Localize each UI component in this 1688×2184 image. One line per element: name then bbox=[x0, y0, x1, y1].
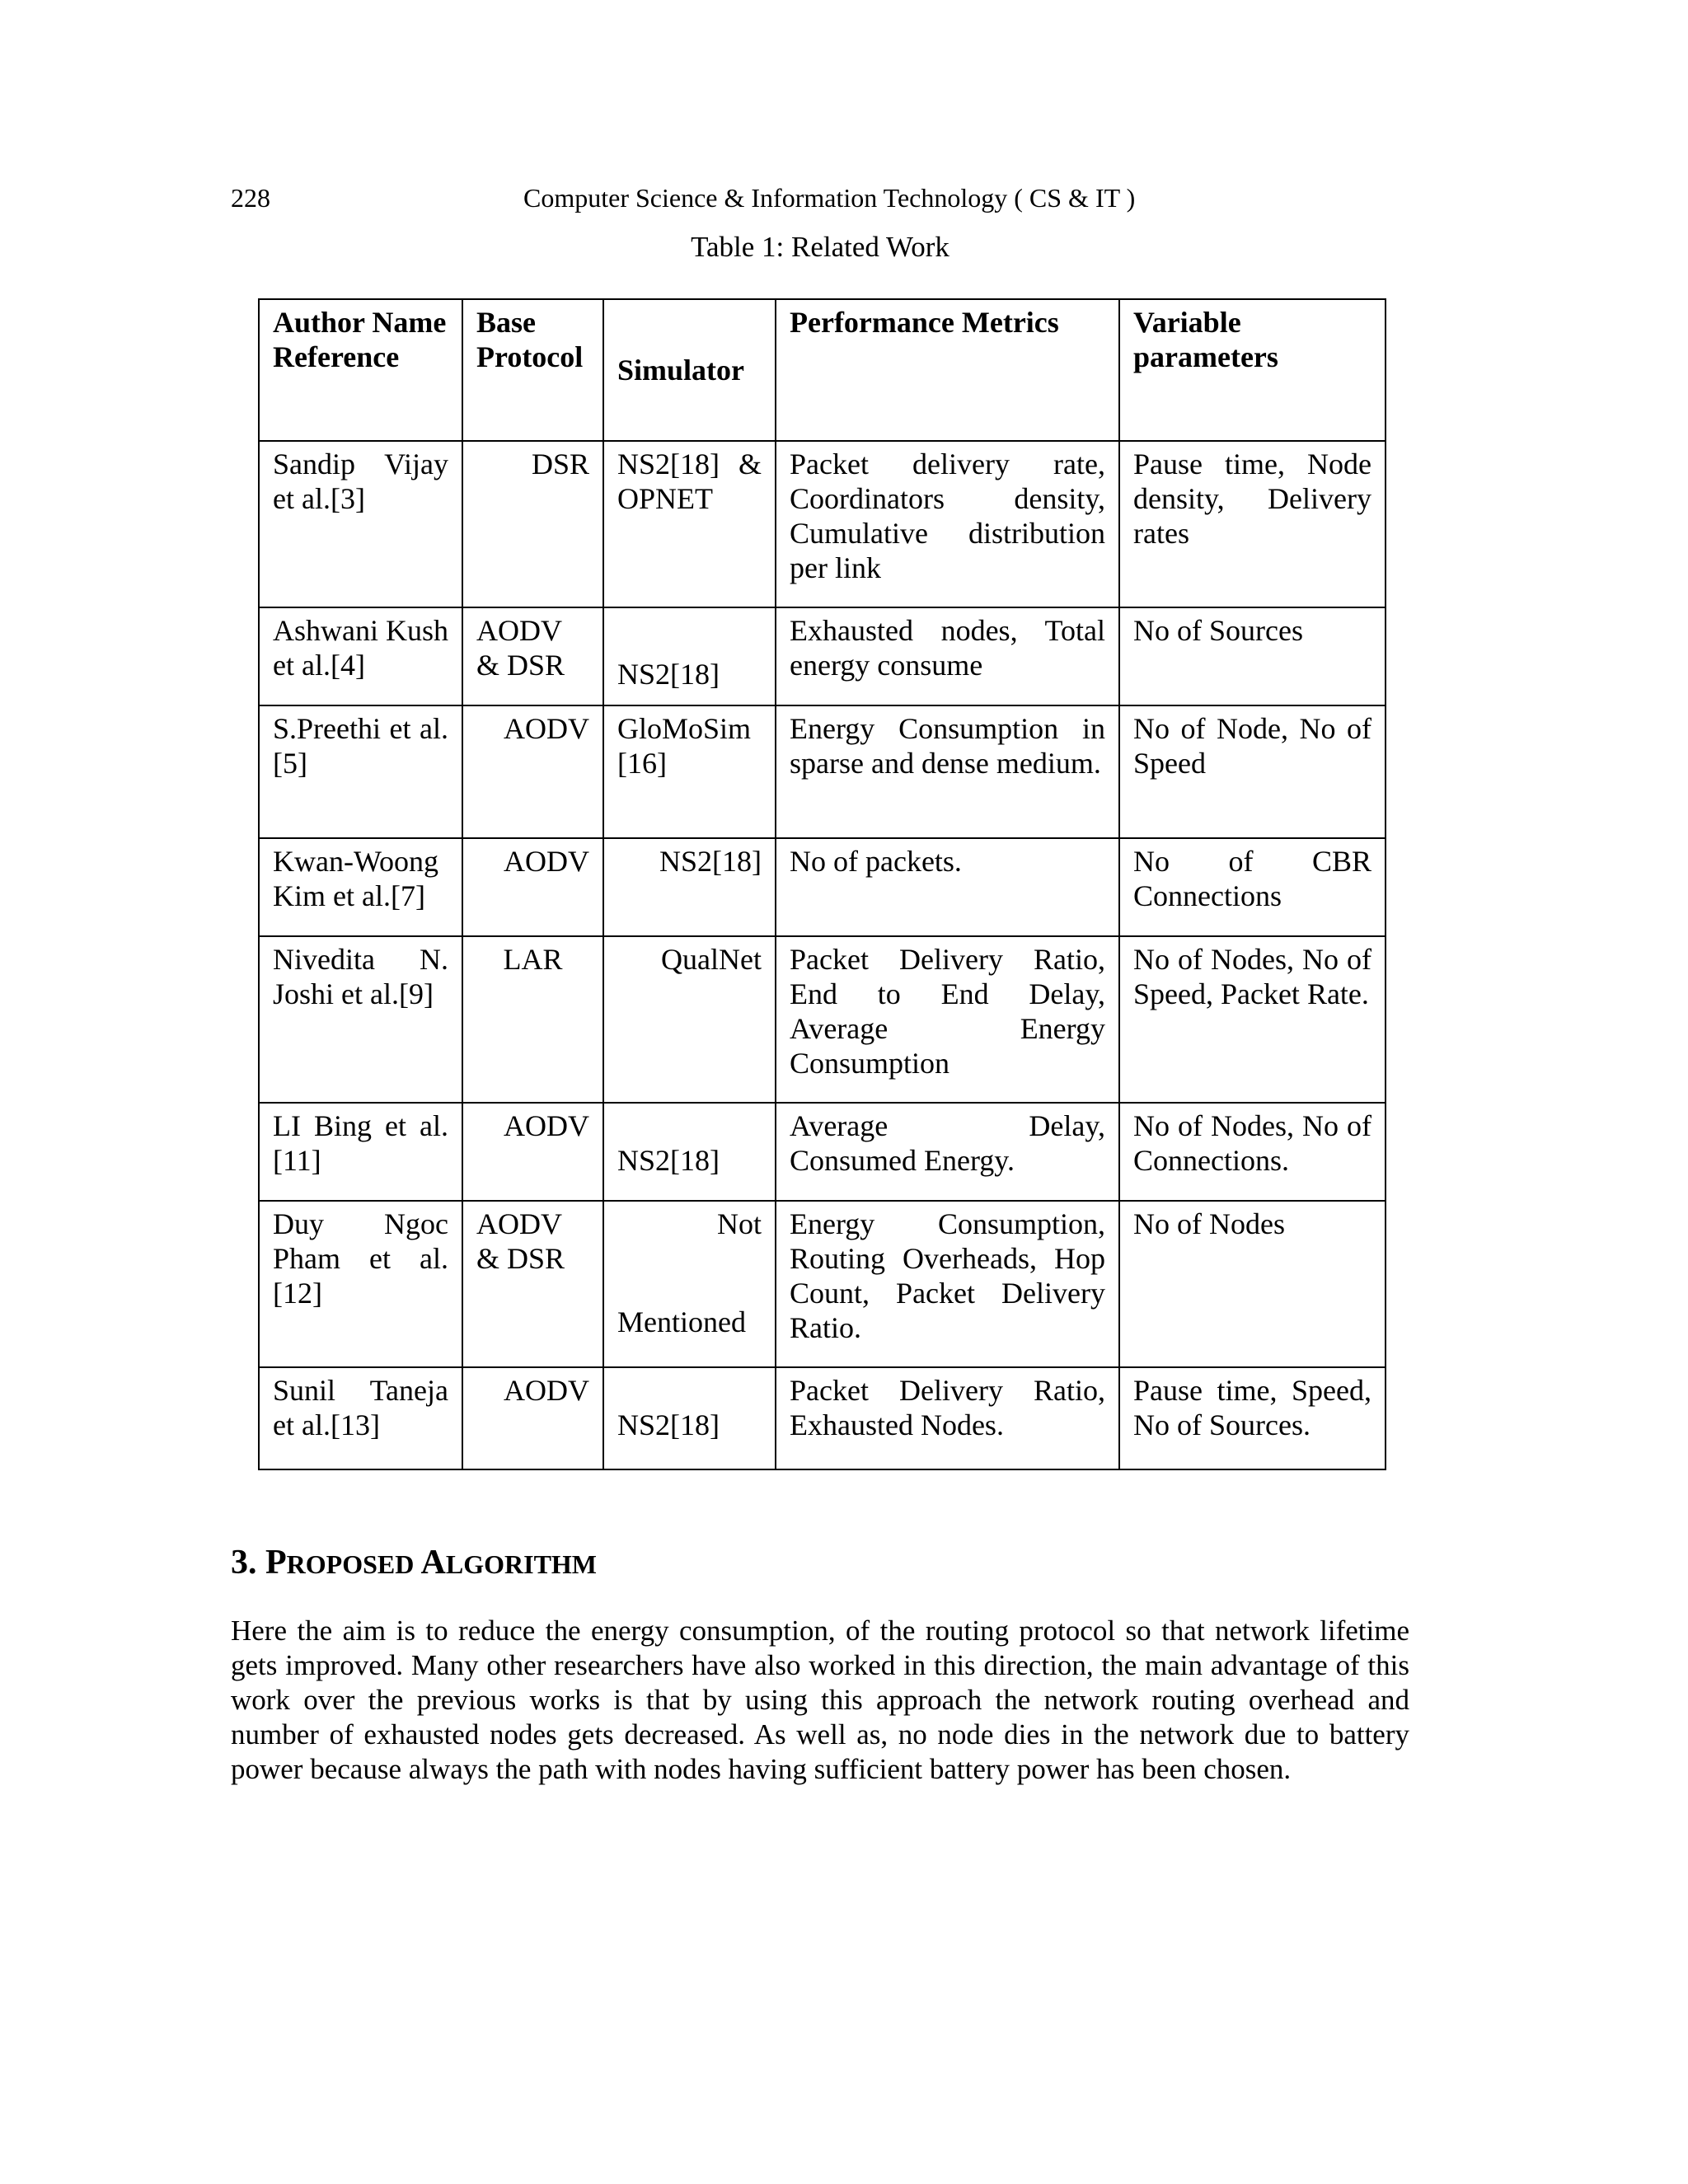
table-row bbox=[259, 705, 1386, 838]
table-cell: No of packets. bbox=[776, 838, 1119, 936]
table-cell: AODV bbox=[462, 1367, 603, 1469]
table-cell bbox=[603, 607, 776, 705]
table-cell bbox=[603, 1201, 776, 1367]
table-cell: LAR bbox=[462, 936, 603, 1103]
table-cell-text: Not bbox=[717, 1207, 762, 1240]
table-cell: No of Node, No of Speed bbox=[1119, 705, 1386, 838]
table-cell: No of Nodes, No of Speed, Packet Rate. bbox=[1119, 936, 1386, 1103]
section-number: 3. bbox=[231, 1544, 257, 1582]
running-title: Computer Science & Information Technology ( CS & IT ) bbox=[523, 183, 1136, 213]
table-row bbox=[259, 1367, 1386, 1469]
section-heading bbox=[231, 1543, 597, 1582]
table-row bbox=[259, 838, 1386, 936]
related-work-table bbox=[258, 298, 1386, 1470]
table-cell: Packet delivery rate, Coordinators density, Cumulative distribution per link bbox=[776, 441, 1119, 607]
column-header: Variable parameters bbox=[1119, 299, 1386, 441]
table-cell: S.Preethi et al.[5] bbox=[259, 705, 462, 838]
table-cell: Pause time, Speed, No of Sources. bbox=[1119, 1367, 1386, 1469]
table-cell: Ashwani Kush et al.[4] bbox=[259, 607, 462, 705]
table-cell-text: Mentioned bbox=[617, 1305, 746, 1338]
table-cell: NS2[18] bbox=[603, 838, 776, 936]
table-cell: Sunil Taneja et al.[13] bbox=[259, 1367, 462, 1469]
table-cell: GloMoSim [16] bbox=[603, 705, 776, 838]
column-header: Base Protocol bbox=[462, 299, 603, 441]
table-cell: AODV & DSR bbox=[462, 1201, 603, 1367]
table-cell: AODV bbox=[462, 705, 603, 838]
table-caption: Table 1: Related Work bbox=[691, 231, 950, 263]
table-cell-text: NS2[18] bbox=[617, 657, 720, 691]
table-cell: Exhausted nodes, Total energy consume bbox=[776, 607, 1119, 705]
table-cell: AODV bbox=[462, 1103, 603, 1201]
table-cell: Duy Ngoc Pham et al.[12] bbox=[259, 1201, 462, 1367]
table-cell: AODV & DSR bbox=[462, 607, 603, 705]
table-cell: No of Nodes bbox=[1119, 1201, 1386, 1367]
column-header: Author Name Reference bbox=[259, 299, 462, 441]
table-row bbox=[259, 1201, 1386, 1367]
table-row bbox=[259, 441, 1386, 607]
table-cell: Packet Delivery Ratio, Exhausted Nodes. bbox=[776, 1367, 1119, 1469]
table-cell bbox=[603, 1367, 776, 1469]
table-cell: No of CBR Connections bbox=[1119, 838, 1386, 936]
table-cell: LI Bing et al.[11] bbox=[259, 1103, 462, 1201]
table-cell: Packet Delivery Ratio, End to End Delay, Average Energy Consumption bbox=[776, 936, 1119, 1103]
table-row bbox=[259, 607, 1386, 705]
table-cell: Energy Consumption in sparse and dense medium. bbox=[776, 705, 1119, 838]
table-cell-text: NS2[18] bbox=[617, 1144, 720, 1177]
table-cell: Sandip Vijay et al.[3] bbox=[259, 441, 462, 607]
table-cell: DSR bbox=[462, 441, 603, 607]
section-title-word-2: ALGORITHM bbox=[420, 1544, 597, 1582]
section-title-word-1: PROPOSED bbox=[265, 1544, 415, 1582]
table-cell: Nivedita N. Joshi et al.[9] bbox=[259, 936, 462, 1103]
table-cell bbox=[603, 1103, 776, 1201]
table-cell: AODV bbox=[462, 838, 603, 936]
page-number: 228 bbox=[231, 183, 270, 213]
table-cell: NS2[18] & OPNET bbox=[603, 441, 776, 607]
table-cell: No of Nodes, No of Connections. bbox=[1119, 1103, 1386, 1201]
table-cell: Pause time, Node density, Delivery rates bbox=[1119, 441, 1386, 607]
table-cell: Energy Consumption, Routing Overheads, Hop Count, Packet Delivery Ratio. bbox=[776, 1201, 1119, 1367]
column-header: Performance Metrics bbox=[776, 299, 1119, 441]
table-cell-text: NS2[18] bbox=[617, 1408, 720, 1441]
table-header-row bbox=[259, 299, 1386, 441]
table-cell: No of Sources bbox=[1119, 607, 1386, 705]
column-header: Simulator bbox=[603, 299, 776, 441]
table-cell: Kwan-Woong Kim et al.[7] bbox=[259, 838, 462, 936]
table-cell: QualNet bbox=[603, 936, 776, 1103]
table-cell: Average Delay, Consumed Energy. bbox=[776, 1103, 1119, 1201]
running-header bbox=[231, 183, 1409, 224]
table-row bbox=[259, 936, 1386, 1103]
table-row bbox=[259, 1103, 1386, 1201]
body-paragraph: Here the aim is to reduce the energy consumption, of the routing protocol so that network lifetime gets improved. Many other researchers have also worked in this direction, the main advantage of this work over the previous works is that by using this approach the network routing overhead and number of exhausted nodes gets decreased. As well as, no node dies in the network due to battery power because always the path with nodes having sufficient battery power has been chosen. bbox=[231, 1615, 1409, 1785]
